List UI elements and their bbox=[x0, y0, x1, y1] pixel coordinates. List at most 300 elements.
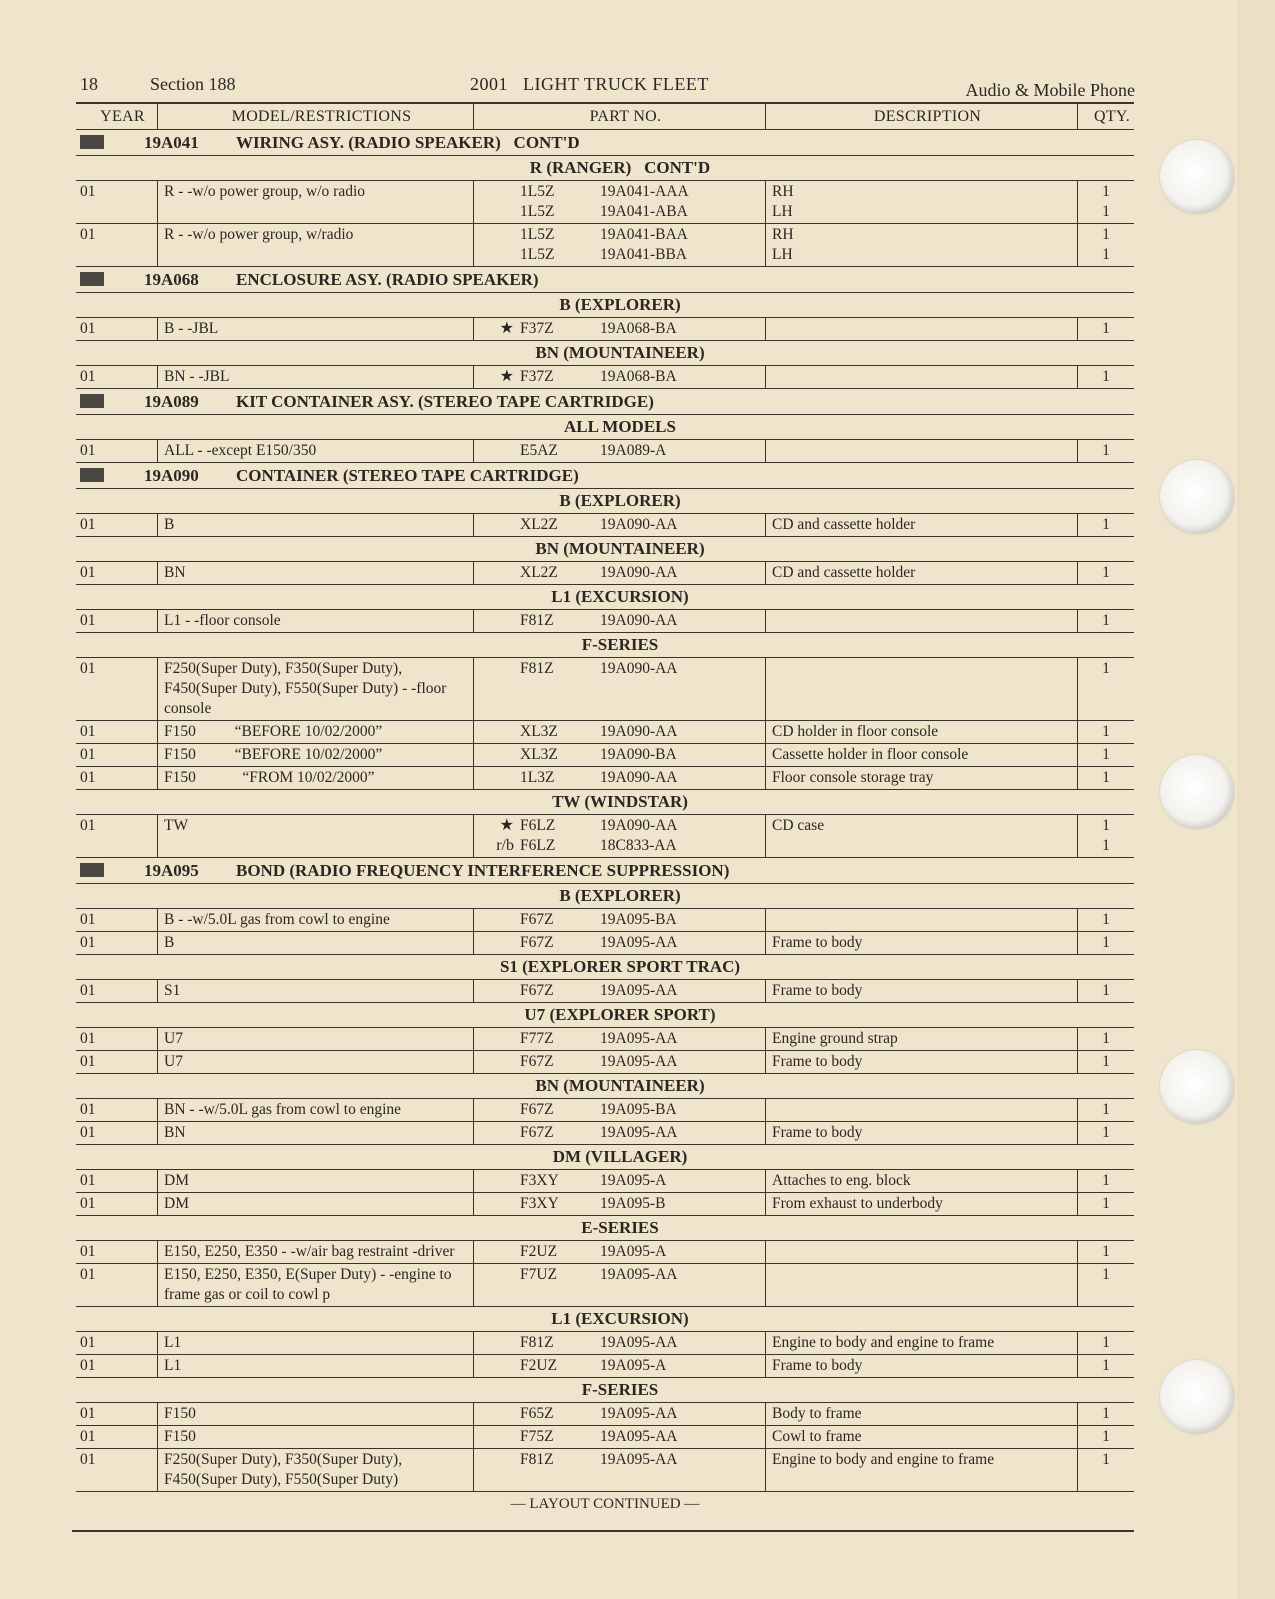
part-base-code: 19A068-BA bbox=[600, 368, 677, 385]
quantity-cell bbox=[1078, 562, 1134, 584]
model-cell: F250(Super Duty), F350(Super Duty), F450(Super Duty), F550(Super Duty) bbox=[158, 1449, 474, 1491]
part-prefix-code: F67Z bbox=[520, 982, 554, 999]
description-cell bbox=[766, 815, 1078, 857]
part-number bbox=[480, 225, 759, 245]
description-text: CD holder in floor console bbox=[772, 723, 939, 740]
binder-hole bbox=[1160, 460, 1234, 534]
part-number bbox=[480, 245, 759, 265]
quantity-value: 1 bbox=[1102, 1243, 1110, 1260]
quantity-value: 1 bbox=[1102, 1195, 1110, 1212]
part-base-code: 19A095-AA bbox=[600, 1266, 678, 1283]
model-cell: DM bbox=[158, 1193, 474, 1215]
model-cell: F150 “BEFORE 10/02/2000” bbox=[158, 744, 474, 766]
part-cell bbox=[474, 1051, 766, 1073]
part-number bbox=[480, 1171, 759, 1191]
table-row bbox=[76, 562, 1134, 585]
quantity-cell bbox=[1078, 1051, 1134, 1073]
part-number bbox=[480, 319, 759, 339]
model-cell: DM bbox=[158, 1170, 474, 1192]
part-number bbox=[480, 563, 759, 583]
model-cell: L1 bbox=[158, 1355, 474, 1377]
part-number bbox=[480, 836, 759, 856]
model-group-heading: BN (MOUNTAINEER) bbox=[76, 537, 1134, 562]
model-cell: B bbox=[158, 932, 474, 954]
part-base-code: 19A095-A bbox=[600, 1357, 667, 1374]
description-cell bbox=[766, 1099, 1078, 1121]
parts-table bbox=[76, 102, 1134, 1492]
part-number bbox=[480, 202, 759, 222]
part-number bbox=[480, 1194, 759, 1214]
part-prefix-code: 1L3Z bbox=[520, 769, 555, 786]
part-cell bbox=[474, 1426, 766, 1448]
part-prefix bbox=[480, 1404, 520, 1424]
quantity-cell bbox=[1078, 318, 1134, 340]
section-heading bbox=[76, 130, 1134, 156]
table-body bbox=[76, 130, 1134, 1492]
year-cell: 01 bbox=[76, 1241, 158, 1263]
year-cell: 01 bbox=[76, 744, 158, 766]
quantity-cell bbox=[1078, 514, 1134, 536]
description-cell bbox=[766, 1028, 1078, 1050]
model-cell: BN bbox=[158, 1122, 474, 1144]
section-title: CONTAINER (STEREO TAPE CARTRIDGE) bbox=[236, 466, 579, 485]
description-text: LH bbox=[772, 246, 793, 263]
quantity-value: 1 bbox=[1102, 226, 1110, 243]
part-prefix-code: F67Z bbox=[520, 1053, 554, 1070]
part-number bbox=[480, 1356, 759, 1376]
year-cell: 01 bbox=[76, 658, 158, 720]
table-row bbox=[76, 721, 1134, 744]
part-cell bbox=[474, 767, 766, 789]
column-header-part: PART NO. bbox=[474, 104, 766, 129]
year-cell: 01 bbox=[76, 224, 158, 266]
part-prefix bbox=[480, 245, 520, 265]
section-title: ENCLOSURE ASY. (RADIO SPEAKER) bbox=[236, 270, 539, 289]
part-prefix-code: 1L5Z bbox=[520, 203, 555, 220]
description-text bbox=[772, 367, 1071, 387]
model-group-heading: B (EXPLORER) bbox=[76, 884, 1134, 909]
section-marker bbox=[80, 394, 104, 408]
model-group-heading: E-SERIES bbox=[76, 1216, 1134, 1241]
year-cell: 01 bbox=[76, 1264, 158, 1306]
part-prefix-code: 1L5Z bbox=[520, 183, 555, 200]
table-row bbox=[76, 980, 1134, 1003]
part-prefix: ★ bbox=[499, 320, 514, 337]
part-prefix bbox=[480, 1356, 520, 1376]
table-row bbox=[76, 909, 1134, 932]
part-prefix-code: F81Z bbox=[520, 1451, 554, 1468]
part-cell bbox=[474, 181, 766, 223]
year-cell: 01 bbox=[76, 1332, 158, 1354]
model-group-heading: BN (MOUNTAINEER) bbox=[76, 341, 1134, 366]
part-prefix bbox=[480, 722, 520, 742]
part-base-code: 19A068-BA bbox=[600, 320, 677, 337]
model-cell: B - -w/5.0L gas from cowl to engine bbox=[158, 909, 474, 931]
description-cell bbox=[766, 181, 1078, 223]
quantity-value: 1 bbox=[1102, 746, 1110, 763]
part-cell bbox=[474, 1099, 766, 1121]
year-cell: 01 bbox=[76, 1099, 158, 1121]
year-cell: 01 bbox=[76, 1403, 158, 1425]
part-prefix bbox=[480, 515, 520, 535]
description-text: RH bbox=[772, 226, 794, 243]
page-number: 18 bbox=[80, 74, 98, 94]
year-cell: 01 bbox=[76, 562, 158, 584]
quantity-value: 1 bbox=[1102, 1451, 1110, 1468]
part-number bbox=[480, 611, 759, 631]
table-row bbox=[76, 767, 1134, 790]
part-base-code: 19A041-BAA bbox=[600, 226, 688, 243]
description-cell bbox=[766, 1403, 1078, 1425]
table-row bbox=[76, 1122, 1134, 1145]
quantity-value: 1 bbox=[1102, 817, 1110, 834]
description-cell bbox=[766, 721, 1078, 743]
part-base-code: 19A095-AA bbox=[600, 1428, 678, 1445]
part-number bbox=[480, 1242, 759, 1262]
description-text: Engine to body and engine to frame bbox=[772, 1334, 995, 1351]
table-row bbox=[76, 1241, 1134, 1264]
part-prefix-code: F65Z bbox=[520, 1405, 554, 1422]
part-prefix-code: XL2Z bbox=[520, 564, 558, 581]
year-cell: 01 bbox=[76, 815, 158, 857]
description-cell bbox=[766, 744, 1078, 766]
quantity-value: 1 bbox=[1102, 442, 1110, 459]
quantity-cell bbox=[1078, 721, 1134, 743]
description-cell bbox=[766, 1426, 1078, 1448]
part-cell bbox=[474, 1332, 766, 1354]
part-prefix bbox=[480, 745, 520, 765]
part-prefix-code: F6LZ bbox=[520, 817, 556, 834]
part-number bbox=[480, 515, 759, 535]
year-cell: 01 bbox=[76, 366, 158, 388]
part-prefix bbox=[480, 1100, 520, 1120]
description-cell bbox=[766, 1170, 1078, 1192]
part-number bbox=[480, 659, 759, 679]
table-row bbox=[76, 932, 1134, 955]
part-cell bbox=[474, 318, 766, 340]
table-row bbox=[76, 224, 1134, 267]
model-group-heading: TW (WINDSTAR) bbox=[76, 790, 1134, 815]
part-prefix bbox=[480, 1450, 520, 1470]
description-text bbox=[772, 611, 1071, 631]
description-cell bbox=[766, 366, 1078, 388]
part-prefix bbox=[480, 659, 520, 679]
description-cell bbox=[766, 658, 1078, 720]
description-text bbox=[772, 659, 1071, 679]
part-cell bbox=[474, 1241, 766, 1263]
section-heading bbox=[76, 463, 1134, 489]
part-cell bbox=[474, 1403, 766, 1425]
description-text bbox=[772, 1100, 1071, 1120]
table-row bbox=[76, 1449, 1134, 1492]
part-prefix: ★ bbox=[499, 368, 514, 385]
table-row bbox=[76, 1355, 1134, 1378]
year-cell: 01 bbox=[76, 1122, 158, 1144]
quantity-cell bbox=[1078, 224, 1134, 266]
part-number bbox=[480, 1450, 759, 1470]
part-number bbox=[480, 981, 759, 1001]
quantity-value: 1 bbox=[1102, 1405, 1110, 1422]
model-cell: L1 - -floor console bbox=[158, 610, 474, 632]
part-cell bbox=[474, 366, 766, 388]
part-number bbox=[480, 367, 759, 387]
quantity-value: 1 bbox=[1102, 1053, 1110, 1070]
quantity-cell bbox=[1078, 1355, 1134, 1377]
year-cell: 01 bbox=[76, 767, 158, 789]
table-row bbox=[76, 1264, 1134, 1307]
column-headers bbox=[76, 104, 1134, 130]
part-prefix bbox=[480, 1427, 520, 1447]
part-number bbox=[480, 768, 759, 788]
year-cell: 01 bbox=[76, 932, 158, 954]
document-title: 2001 LIGHT TRUCK FLEET bbox=[470, 74, 709, 94]
part-base-code: 19A095-BA bbox=[600, 1101, 677, 1118]
part-prefix-code: F81Z bbox=[520, 612, 554, 629]
description-cell bbox=[766, 909, 1078, 931]
table-row bbox=[76, 318, 1134, 341]
quantity-cell bbox=[1078, 980, 1134, 1002]
part-prefix: r/b bbox=[496, 837, 514, 854]
description-text: Frame to body bbox=[772, 934, 863, 951]
part-prefix-code: F67Z bbox=[520, 934, 554, 951]
quantity-value: 1 bbox=[1102, 982, 1110, 999]
part-prefix-code: F2UZ bbox=[520, 1357, 558, 1374]
part-base-code: 18C833-AA bbox=[600, 837, 677, 854]
part-number bbox=[480, 1265, 759, 1285]
part-cell bbox=[474, 224, 766, 266]
section-code: 19A095 bbox=[144, 861, 199, 880]
table-row bbox=[76, 1028, 1134, 1051]
part-number bbox=[480, 1404, 759, 1424]
description-text bbox=[772, 836, 1071, 856]
part-number bbox=[480, 1427, 759, 1447]
quantity-value: 1 bbox=[1102, 1357, 1110, 1374]
part-prefix bbox=[480, 1029, 520, 1049]
table-row bbox=[76, 1193, 1134, 1216]
description-text: Frame to body bbox=[772, 1124, 863, 1141]
model-cell: L1 bbox=[158, 1332, 474, 1354]
part-number bbox=[480, 441, 759, 461]
column-header-description: DESCRIPTION bbox=[766, 104, 1078, 129]
quantity-value: 1 bbox=[1102, 1266, 1110, 1283]
part-number bbox=[480, 1123, 759, 1143]
model-group-heading: U7 (EXPLORER SPORT) bbox=[76, 1003, 1134, 1028]
quantity-cell bbox=[1078, 815, 1134, 857]
description-text bbox=[772, 319, 1071, 339]
part-cell bbox=[474, 1449, 766, 1491]
quantity-value: 1 bbox=[1102, 516, 1110, 533]
layout-continued-note: — LAYOUT CONTINUED — bbox=[510, 1496, 700, 1512]
part-base-code: 19A095-BA bbox=[600, 911, 677, 928]
table-row bbox=[76, 658, 1134, 721]
model-cell: U7 bbox=[158, 1028, 474, 1050]
section-marker bbox=[80, 468, 104, 482]
part-cell bbox=[474, 744, 766, 766]
part-base-code: 19A089-A bbox=[600, 442, 667, 459]
description-cell bbox=[766, 1355, 1078, 1377]
quantity-cell bbox=[1078, 1122, 1134, 1144]
quantity-value: 1 bbox=[1102, 1428, 1110, 1445]
part-number bbox=[480, 1100, 759, 1120]
year-cell: 01 bbox=[76, 1051, 158, 1073]
part-cell bbox=[474, 1193, 766, 1215]
part-base-code: 19A095-A bbox=[600, 1243, 667, 1260]
description-cell bbox=[766, 980, 1078, 1002]
part-prefix-code: XL2Z bbox=[520, 516, 558, 533]
quantity-value: 1 bbox=[1102, 934, 1110, 951]
model-cell: BN bbox=[158, 562, 474, 584]
description-text: Frame to body bbox=[772, 982, 863, 999]
quantity-cell bbox=[1078, 1403, 1134, 1425]
model-cell: E150, E250, E350 - -w/air bag restraint -driver bbox=[158, 1241, 474, 1263]
part-cell bbox=[474, 1122, 766, 1144]
description-text: Frame to body bbox=[772, 1053, 863, 1070]
section-code: 19A041 bbox=[144, 133, 199, 152]
part-number bbox=[480, 1052, 759, 1072]
description-cell bbox=[766, 318, 1078, 340]
model-cell: B - -JBL bbox=[158, 318, 474, 340]
model-cell: BN - -w/5.0L gas from cowl to engine bbox=[158, 1099, 474, 1121]
description-text bbox=[772, 910, 1071, 930]
description-text bbox=[772, 441, 1071, 461]
quantity-value: 1 bbox=[1102, 203, 1110, 220]
part-prefix bbox=[480, 1265, 520, 1285]
description-cell bbox=[766, 224, 1078, 266]
quantity-cell bbox=[1078, 1170, 1134, 1192]
model-cell: BN - -JBL bbox=[158, 366, 474, 388]
part-prefix bbox=[480, 910, 520, 930]
model-cell: E150, E250, E350, E(Super Duty) - -engine to frame gas or coil to cowl p bbox=[158, 1264, 474, 1306]
part-cell bbox=[474, 1028, 766, 1050]
quantity-cell bbox=[1078, 744, 1134, 766]
page-header bbox=[80, 70, 1135, 104]
year-cell: 01 bbox=[76, 514, 158, 536]
quantity-cell bbox=[1078, 1426, 1134, 1448]
description-cell bbox=[766, 767, 1078, 789]
year-cell: 01 bbox=[76, 610, 158, 632]
part-cell bbox=[474, 440, 766, 462]
model-group-heading: B (EXPLORER) bbox=[76, 293, 1134, 318]
part-cell bbox=[474, 610, 766, 632]
part-base-code: 19A095-AA bbox=[600, 1334, 678, 1351]
table-row bbox=[76, 610, 1134, 633]
bottom-rule bbox=[72, 1530, 1134, 1532]
part-base-code: 19A090-AA bbox=[600, 769, 678, 786]
description-text: From exhaust to underbody bbox=[772, 1195, 943, 1212]
section-heading bbox=[76, 389, 1134, 415]
model-cell: S1 bbox=[158, 980, 474, 1002]
column-header-model: MODEL/RESTRICTIONS bbox=[158, 104, 474, 129]
part-base-code: 19A095-AA bbox=[600, 1451, 678, 1468]
model-cell: F250(Super Duty), F350(Super Duty), F450(Super Duty), F550(Super Duty) - -floor console bbox=[158, 658, 474, 720]
part-prefix bbox=[480, 981, 520, 1001]
part-prefix-code: F37Z bbox=[520, 368, 554, 385]
table-row bbox=[76, 744, 1134, 767]
model-group-heading: BN (MOUNTAINEER) bbox=[76, 1074, 1134, 1099]
part-number bbox=[480, 816, 759, 836]
part-prefix bbox=[480, 1194, 520, 1214]
year-cell: 01 bbox=[76, 1028, 158, 1050]
description-text: Cassette holder in floor console bbox=[772, 746, 969, 763]
model-group-heading: R (RANGER) CONT'D bbox=[76, 156, 1134, 181]
table-row bbox=[76, 1403, 1134, 1426]
part-prefix-code: F7UZ bbox=[520, 1266, 558, 1283]
year-cell: 01 bbox=[76, 440, 158, 462]
part-prefix bbox=[480, 1123, 520, 1143]
part-prefix-code: F37Z bbox=[520, 320, 554, 337]
model-group-heading: S1 (EXPLORER SPORT TRAC) bbox=[76, 955, 1134, 980]
part-prefix-code: F81Z bbox=[520, 660, 554, 677]
quantity-value: 1 bbox=[1102, 1030, 1110, 1047]
model-group-heading: F-SERIES bbox=[76, 1378, 1134, 1403]
year-cell: 01 bbox=[76, 1426, 158, 1448]
section-marker bbox=[80, 863, 104, 877]
quantity-value: 1 bbox=[1102, 320, 1110, 337]
table-row bbox=[76, 815, 1134, 858]
part-base-code: 19A095-AA bbox=[600, 1030, 678, 1047]
part-number bbox=[480, 722, 759, 742]
part-prefix bbox=[480, 1333, 520, 1353]
quantity-value: 1 bbox=[1102, 660, 1110, 677]
quantity-value: 1 bbox=[1102, 368, 1110, 385]
description-cell bbox=[766, 514, 1078, 536]
part-prefix: ★ bbox=[499, 817, 514, 834]
part-prefix-code: F3XY bbox=[520, 1172, 559, 1189]
part-prefix-code: F6LZ bbox=[520, 837, 556, 854]
part-prefix bbox=[480, 1242, 520, 1262]
quantity-cell bbox=[1078, 610, 1134, 632]
section-title: BOND (RADIO FREQUENCY INTERFERENCE SUPPRESSION) bbox=[236, 861, 730, 880]
part-base-code: 19A041-ABA bbox=[600, 203, 688, 220]
binder-hole bbox=[1160, 755, 1234, 829]
quantity-value: 1 bbox=[1102, 837, 1110, 854]
year-cell: 01 bbox=[76, 1193, 158, 1215]
part-base-code: 19A095-B bbox=[600, 1195, 666, 1212]
table-row bbox=[76, 514, 1134, 537]
part-cell bbox=[474, 1355, 766, 1377]
quantity-cell bbox=[1078, 1449, 1134, 1491]
section-title: KIT CONTAINER ASY. (STEREO TAPE CARTRIDGE) bbox=[236, 392, 654, 411]
part-cell bbox=[474, 909, 766, 931]
model-cell: TW bbox=[158, 815, 474, 857]
part-base-code: 19A090-AA bbox=[600, 516, 678, 533]
part-prefix bbox=[480, 1171, 520, 1191]
section-code: 19A068 bbox=[144, 270, 199, 289]
part-base-code: 19A090-AA bbox=[600, 612, 678, 629]
table-row bbox=[76, 1051, 1134, 1074]
quantity-value: 1 bbox=[1102, 1101, 1110, 1118]
binder-hole bbox=[1160, 1360, 1234, 1434]
part-base-code: 19A095-AA bbox=[600, 934, 678, 951]
quantity-cell bbox=[1078, 440, 1134, 462]
quantity-cell bbox=[1078, 1099, 1134, 1121]
part-base-code: 19A090-AA bbox=[600, 564, 678, 581]
quantity-cell bbox=[1078, 767, 1134, 789]
part-prefix-code: F2UZ bbox=[520, 1243, 558, 1260]
part-base-code: 19A095-A bbox=[600, 1172, 667, 1189]
description-text bbox=[772, 1242, 1071, 1262]
description-text: RH bbox=[772, 183, 794, 200]
part-cell bbox=[474, 562, 766, 584]
part-number bbox=[480, 745, 759, 765]
section-code: 19A090 bbox=[144, 466, 199, 485]
description-text: CD and cassette holder bbox=[772, 516, 916, 533]
description-text: Engine to body and engine to frame bbox=[772, 1451, 995, 1468]
model-cell: U7 bbox=[158, 1051, 474, 1073]
quantity-cell bbox=[1078, 366, 1134, 388]
description-cell bbox=[766, 1122, 1078, 1144]
description-text: CD and cassette holder bbox=[772, 564, 916, 581]
